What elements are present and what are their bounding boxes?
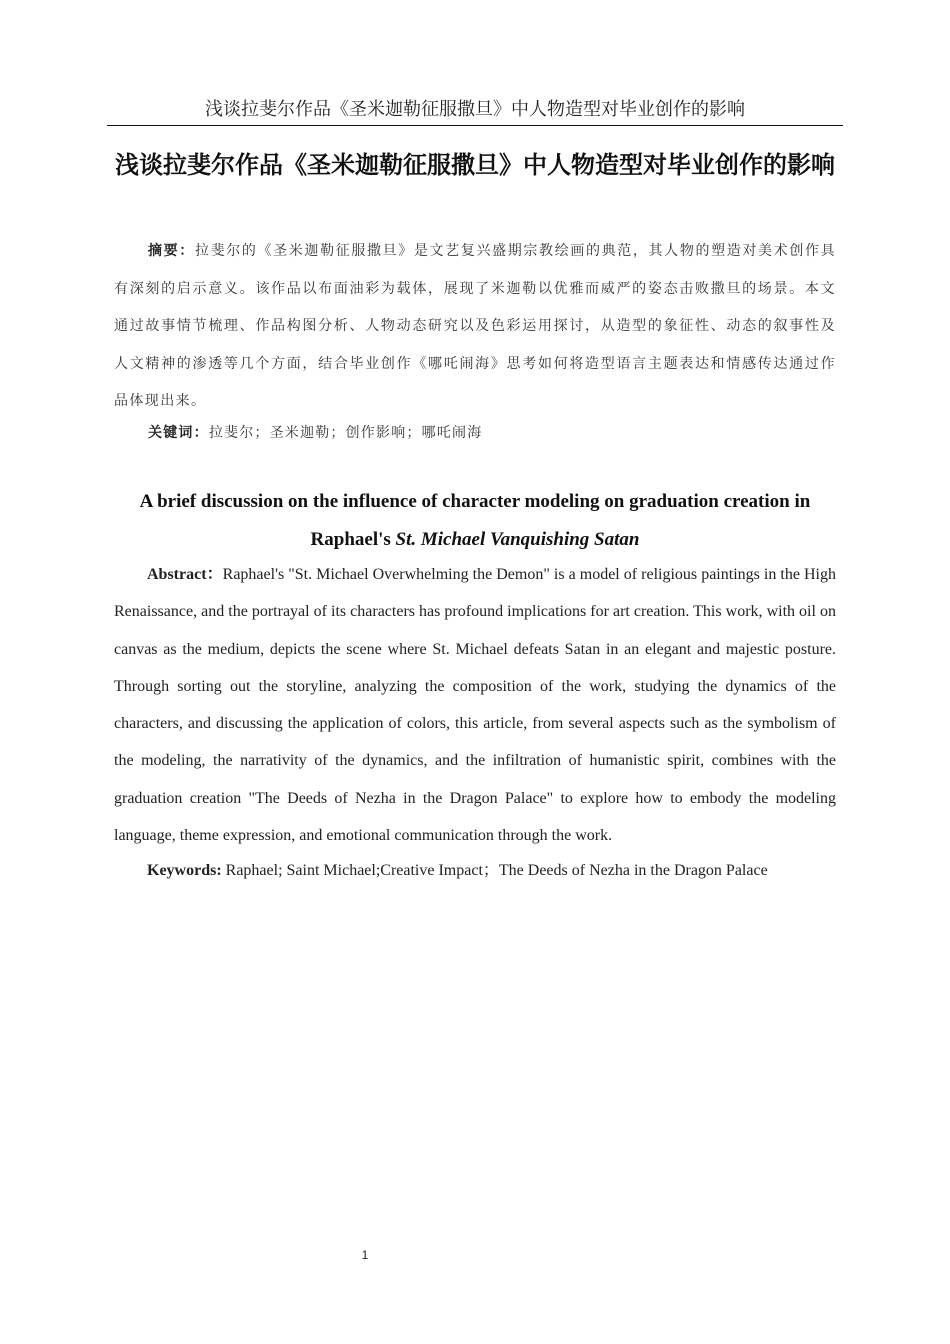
running-header: 浅谈拉斐尔作品《圣米迦勒征服撒旦》中人物造型对毕业创作的影响 xyxy=(205,99,745,120)
english-title-text: A brief discussion on the influence of character modeling on graduation creation in Raphael's xyxy=(139,491,811,550)
english-keywords-text: Raphael; Saint Michael;Creative Impact；The Deeds of Nezha in the Dragon Palace xyxy=(221,862,768,879)
chinese-title: 浅谈拉斐尔作品《圣米迦勒征服撒旦》中人物造型对毕业创作的影响 xyxy=(115,151,835,179)
english-title xyxy=(114,483,836,559)
chinese-abstract-text: 拉斐尔的《圣米迦勒征服撒旦》是文艺复兴盛期宗教绘画的典范，其人物的塑造对美术创作具有深刻的启示意义。该作品以布面油彩为载体，展现了米迦勒以优雅而威严的姿态击败撒旦的场景。本文通过故事情节梳理、作品构图分析、人物动态研究以及色彩运用探讨，从造型的象征性、动态的叙事性及人文精神的渗透等几个方面，结合毕业创作《哪吒闹海》思考如何将造型语言主题表达和情感传达通过作品体现出来。 xyxy=(114,243,837,410)
chinese-abstract-label: 摘要： xyxy=(148,243,195,259)
chinese-abstract xyxy=(114,233,836,421)
page-number: 1 xyxy=(361,1248,369,1262)
chinese-keywords-text: 拉斐尔；圣米迦勒；创作影响；哪吒闹海 xyxy=(208,425,483,441)
english-abstract-label: Abstract： xyxy=(147,566,223,583)
english-abstract-text: Raphael's "St. Michael Overwhelming the Demon" is a model of religious paintings in the High Renaissance, and the portrayal of its characters has profound implications for art creation. This work, with oil on canvas as the medium, depicts the scene where St. Michael defeats Satan in an elegant and majestic posture. Through sorting out the storyline, analyzing the composition of the work, studying the dynamics of the characters, and discussing the application of colors, this article, from several aspects such as the symbolism of the modeling, the narrativity of the dynamics, and the infiltration of humanistic spirit, combines with the graduation creation "The Deeds of Nezha in the Dragon Palace" to explore how to embody the modeling language, theme expression, and emotional communication through the work. xyxy=(114,566,836,845)
english-keywords xyxy=(114,856,836,886)
chinese-keywords-label: 关键词： xyxy=(148,425,209,441)
english-abstract xyxy=(114,556,836,854)
header-rule xyxy=(107,125,843,126)
english-title-painting: St. Michael Vanquishing Satan xyxy=(395,529,640,550)
english-keywords-label: Keywords: xyxy=(147,862,222,879)
chinese-keywords xyxy=(114,418,836,448)
